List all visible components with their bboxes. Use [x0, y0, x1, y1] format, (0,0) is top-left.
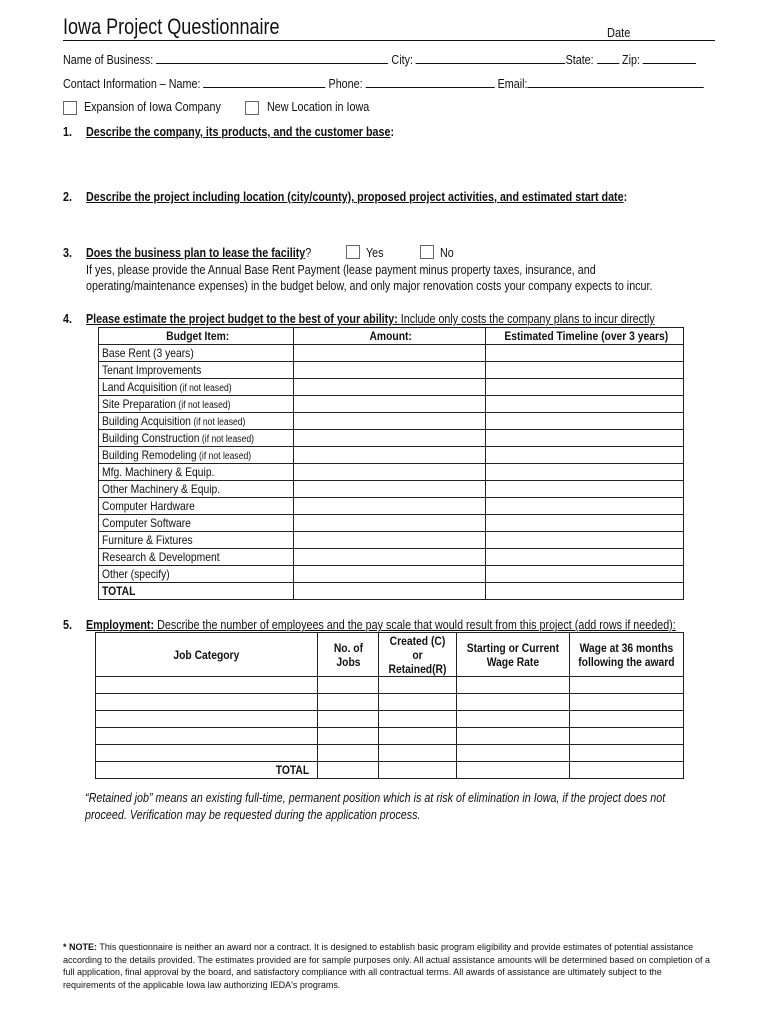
budget-item-label: Mfg. Machinery & Equip. — [102, 465, 215, 479]
q5-number: 5. — [63, 618, 72, 632]
q3-question — [86, 246, 311, 260]
new-location-checkbox[interactable] — [245, 101, 259, 115]
q2-text: Describe the project including location (city/county), proposed project activities, and estimated start date — [86, 190, 624, 204]
zip-field[interactable] — [643, 52, 696, 64]
lease-no-label: No — [440, 246, 454, 260]
contact-info-line — [63, 76, 704, 91]
budget-amount-cell[interactable] — [293, 447, 485, 464]
budget-total-amount-cell[interactable] — [293, 583, 485, 600]
employment-cell[interactable] — [379, 745, 457, 762]
budget-item-cell — [99, 532, 294, 549]
budget-timeline-cell[interactable] — [486, 464, 684, 481]
budget-timeline-cell[interactable] — [486, 379, 684, 396]
employment-cell[interactable] — [96, 745, 318, 762]
employment-cell[interactable] — [379, 711, 457, 728]
employment-cell[interactable] — [570, 762, 684, 779]
employment-cell[interactable] — [317, 694, 379, 711]
page-title: Iowa Project Questionnaire — [63, 14, 280, 39]
budget-timeline-cell[interactable] — [486, 430, 684, 447]
q4-question — [86, 312, 655, 326]
contact-name-field[interactable] — [203, 76, 325, 88]
budget-row — [99, 498, 684, 515]
employment-total-row — [96, 762, 684, 779]
email-label: Email: — [497, 77, 528, 91]
budget-header-item: Budget Item: — [165, 329, 229, 343]
q3-qmark: ? — [305, 246, 312, 260]
employment-cell[interactable] — [317, 728, 379, 745]
city-field[interactable] — [416, 52, 566, 64]
budget-item-label: Site Preparation — [102, 397, 177, 411]
title-underline — [63, 40, 715, 41]
q3-instructions-line2: operating/maintenance expenses) in the budget below, and only major renovation costs your company expects to incur. — [86, 279, 653, 293]
budget-row — [99, 413, 684, 430]
budget-timeline-cell[interactable] — [486, 515, 684, 532]
budget-row — [99, 362, 684, 379]
budget-amount-cell[interactable] — [293, 379, 485, 396]
employment-cell[interactable] — [379, 762, 457, 779]
employment-table — [95, 632, 684, 779]
q1-answer-area[interactable] — [86, 144, 715, 184]
budget-amount-cell[interactable] — [293, 498, 485, 515]
budget-item-cell — [99, 396, 294, 413]
zip-label: Zip: — [622, 53, 640, 67]
budget-item-label: Furniture & Fixtures — [102, 533, 193, 547]
disclaimer-note — [63, 941, 715, 991]
budget-total-timeline-cell[interactable] — [486, 583, 684, 600]
budget-item-cell — [99, 413, 294, 430]
q4-number: 4. — [63, 312, 72, 326]
budget-total-row — [99, 583, 684, 600]
budget-row — [99, 430, 684, 447]
q5-label: Employment: — [86, 618, 155, 632]
budget-timeline-cell[interactable] — [486, 362, 684, 379]
emp-header-wage-rate: Starting or Current Wage Rate — [467, 640, 560, 669]
employment-col-header — [96, 633, 318, 677]
q4-rest: Include only costs the company plans to incur directly — [397, 312, 655, 326]
employment-cell[interactable] — [96, 694, 318, 711]
budget-item-cell — [99, 464, 294, 481]
employment-cell[interactable] — [457, 677, 570, 694]
state-label: State: — [565, 53, 594, 67]
contact-name-label: Contact Information – Name: — [63, 77, 201, 91]
budget-timeline-cell[interactable] — [486, 447, 684, 464]
lease-no-checkbox[interactable] — [420, 245, 434, 259]
employment-cell[interactable] — [570, 711, 684, 728]
budget-item-cell — [99, 379, 294, 396]
emp-header-no-jobs: No. of Jobs — [333, 640, 363, 669]
budget-item-label: Other Machinery & Equip. — [102, 482, 221, 496]
budget-item-label: Other (specify) — [102, 567, 170, 581]
budget-item-cell — [99, 498, 294, 515]
budget-header-timeline: Estimated Timeline (over 3 years) — [504, 329, 668, 343]
budget-amount-cell[interactable] — [293, 481, 485, 498]
budget-item-cell — [99, 362, 294, 379]
date-field[interactable] — [640, 26, 715, 40]
lease-yes-checkbox[interactable] — [346, 245, 360, 259]
phone-label: Phone: — [328, 77, 363, 91]
business-info-line — [63, 52, 696, 67]
budget-amount-cell[interactable] — [293, 396, 485, 413]
employment-row — [96, 677, 684, 694]
budget-table — [98, 327, 684, 600]
budget-amount-cell[interactable] — [293, 464, 485, 481]
budget-item-cell — [99, 481, 294, 498]
retained-job-note: “Retained job” means an existing full-time, permanent position which is at risk of elimination in Iowa, if the project does not proceed. Verification may be requested during the application process. — [85, 791, 666, 822]
budget-timeline-cell[interactable] — [486, 396, 684, 413]
budget-row — [99, 379, 684, 396]
emp-header-created-retained: Created (C) or Retained(R) — [388, 633, 447, 676]
employment-cell[interactable] — [570, 677, 684, 694]
budget-timeline-cell[interactable] — [486, 549, 684, 566]
employment-cell[interactable] — [96, 728, 318, 745]
budget-amount-cell[interactable] — [293, 345, 485, 362]
phone-field[interactable] — [366, 76, 495, 88]
employment-header-row — [96, 633, 684, 677]
q1-colon: : — [390, 125, 395, 139]
q1-text: Describe the company, its products, and the customer base — [86, 125, 391, 139]
employment-total-label-cell — [96, 762, 318, 779]
q3-number: 3. — [63, 246, 72, 260]
note-text: This questionnaire is neither an award nor a contract. It is designed to establish basic program eligibility and provide estimates of potential assistance according to the details provided. The estimates provided are for sample purposes only. All actual assistance amounts will be determined based on completion of a full application, final approval by the board, and satisfactory compliance with all contractual terms. All awards of assistance are ultimately subject to the requirements of the applicable Iowa law authorizing IEDA's programs. — [63, 942, 711, 990]
budget-item-label: Building Remodeling — [102, 448, 197, 462]
note-label: * NOTE: — [63, 942, 98, 952]
budget-timeline-cell[interactable] — [486, 413, 684, 430]
budget-item-cell — [99, 447, 294, 464]
employment-row — [96, 745, 684, 762]
q5-rest: Describe the number of employees and the pay scale that would result from this project (add rows if needed): — [154, 618, 676, 632]
budget-item-qualifier: (if not leased) — [196, 451, 252, 462]
budget-header-row — [99, 328, 684, 345]
budget-row — [99, 532, 684, 549]
business-name-label: Name of Business: — [63, 53, 154, 67]
budget-item-label: Research & Development — [102, 550, 220, 564]
employment-cell[interactable] — [96, 677, 318, 694]
employment-cell[interactable] — [379, 677, 457, 694]
budget-row — [99, 447, 684, 464]
budget-item-label: Building Construction — [102, 431, 200, 445]
employment-cell[interactable] — [457, 694, 570, 711]
budget-row — [99, 345, 684, 362]
employment-cell[interactable] — [379, 728, 457, 745]
employment-cell[interactable] — [457, 728, 570, 745]
employment-cell[interactable] — [96, 711, 318, 728]
q2-answer-area[interactable] — [86, 208, 715, 244]
budget-amount-cell[interactable] — [293, 430, 485, 447]
q5-question — [86, 618, 676, 632]
q1-number: 1. — [63, 125, 72, 139]
employment-col-header — [317, 633, 379, 677]
emp-header-wage-36: Wage at 36 months following the award — [578, 640, 675, 669]
q2-question — [86, 190, 627, 204]
budget-item-cell — [99, 345, 294, 362]
budget-item-qualifier: (if not leased) — [177, 383, 232, 394]
budget-item-label: Tenant Improvements — [102, 363, 202, 377]
employment-cell[interactable] — [570, 694, 684, 711]
lease-yes-label: Yes — [366, 246, 384, 260]
state-field[interactable] — [597, 52, 619, 64]
budget-row — [99, 396, 684, 413]
q2-colon: : — [623, 190, 628, 204]
employment-row — [96, 694, 684, 711]
budget-row — [99, 464, 684, 481]
budget-timeline-cell[interactable] — [486, 498, 684, 515]
employment-col-header — [457, 633, 570, 677]
employment-cell[interactable] — [317, 711, 379, 728]
city-label: City: — [391, 53, 413, 67]
employment-col-header — [379, 633, 457, 677]
budget-row — [99, 515, 684, 532]
email-field[interactable] — [527, 76, 703, 88]
employment-total-label: TOTAL — [275, 763, 309, 777]
budget-item-label: Computer Hardware — [102, 499, 195, 513]
budget-timeline-cell[interactable] — [486, 532, 684, 549]
employment-cell[interactable] — [570, 728, 684, 745]
q4-text: Please estimate the project budget to the best of your ability: — [86, 312, 398, 326]
employment-cell[interactable] — [317, 745, 379, 762]
employment-row — [96, 728, 684, 745]
budget-item-qualifier: (if not leased) — [176, 400, 231, 411]
budget-item-qualifier: (if not leased) — [199, 434, 255, 445]
new-location-label: New Location in Iowa — [267, 100, 370, 114]
budget-item-cell — [99, 515, 294, 532]
expansion-checkbox[interactable] — [63, 101, 77, 115]
budget-item-cell — [99, 549, 294, 566]
q3-text: Does the business plan to lease the facility — [86, 246, 306, 260]
employment-row — [96, 711, 684, 728]
budget-header-amount: Amount: — [369, 329, 413, 343]
budget-timeline-cell[interactable] — [486, 345, 684, 362]
budget-total-label-cell — [99, 583, 294, 600]
q2-number: 2. — [63, 190, 72, 204]
budget-item-label: Building Acquisition — [102, 414, 191, 428]
date-label: Date — [607, 25, 631, 40]
budget-row — [99, 481, 684, 498]
budget-col-header — [486, 328, 684, 345]
budget-total-label: TOTAL — [102, 584, 136, 598]
employment-cell[interactable] — [457, 711, 570, 728]
employment-cell[interactable] — [570, 745, 684, 762]
budget-row — [99, 566, 684, 583]
q3-instructions-line1: If yes, please provide the Annual Base Rent Payment (lease payment minus property taxes, insurance, and — [86, 263, 596, 277]
budget-item-cell — [99, 566, 294, 583]
employment-cell[interactable] — [457, 745, 570, 762]
employment-cell[interactable] — [457, 762, 570, 779]
budget-amount-cell[interactable] — [293, 362, 485, 379]
budget-amount-cell[interactable] — [293, 413, 485, 430]
expansion-label: Expansion of Iowa Company — [84, 100, 221, 114]
business-name-field[interactable] — [156, 52, 388, 64]
budget-item-qualifier: (if not leased) — [190, 417, 246, 428]
employment-cell[interactable] — [379, 694, 457, 711]
budget-amount-cell[interactable] — [293, 515, 485, 532]
budget-item-label: Base Rent (3 years) — [102, 346, 194, 360]
budget-timeline-cell[interactable] — [486, 566, 684, 583]
budget-amount-cell[interactable] — [293, 549, 485, 566]
budget-amount-cell[interactable] — [293, 566, 485, 583]
budget-col-header — [99, 328, 294, 345]
budget-item-cell — [99, 430, 294, 447]
employment-col-header — [570, 633, 684, 677]
employment-cell[interactable] — [317, 677, 379, 694]
employment-cell[interactable] — [317, 762, 379, 779]
budget-item-label: Computer Software — [102, 516, 191, 530]
budget-timeline-cell[interactable] — [486, 481, 684, 498]
budget-item-label: Land Acquisition — [102, 380, 178, 394]
q1-question — [86, 125, 394, 139]
emp-header-job-category: Job Category — [173, 647, 240, 662]
budget-amount-cell[interactable] — [293, 532, 485, 549]
budget-row — [99, 549, 684, 566]
budget-col-header — [293, 328, 485, 345]
